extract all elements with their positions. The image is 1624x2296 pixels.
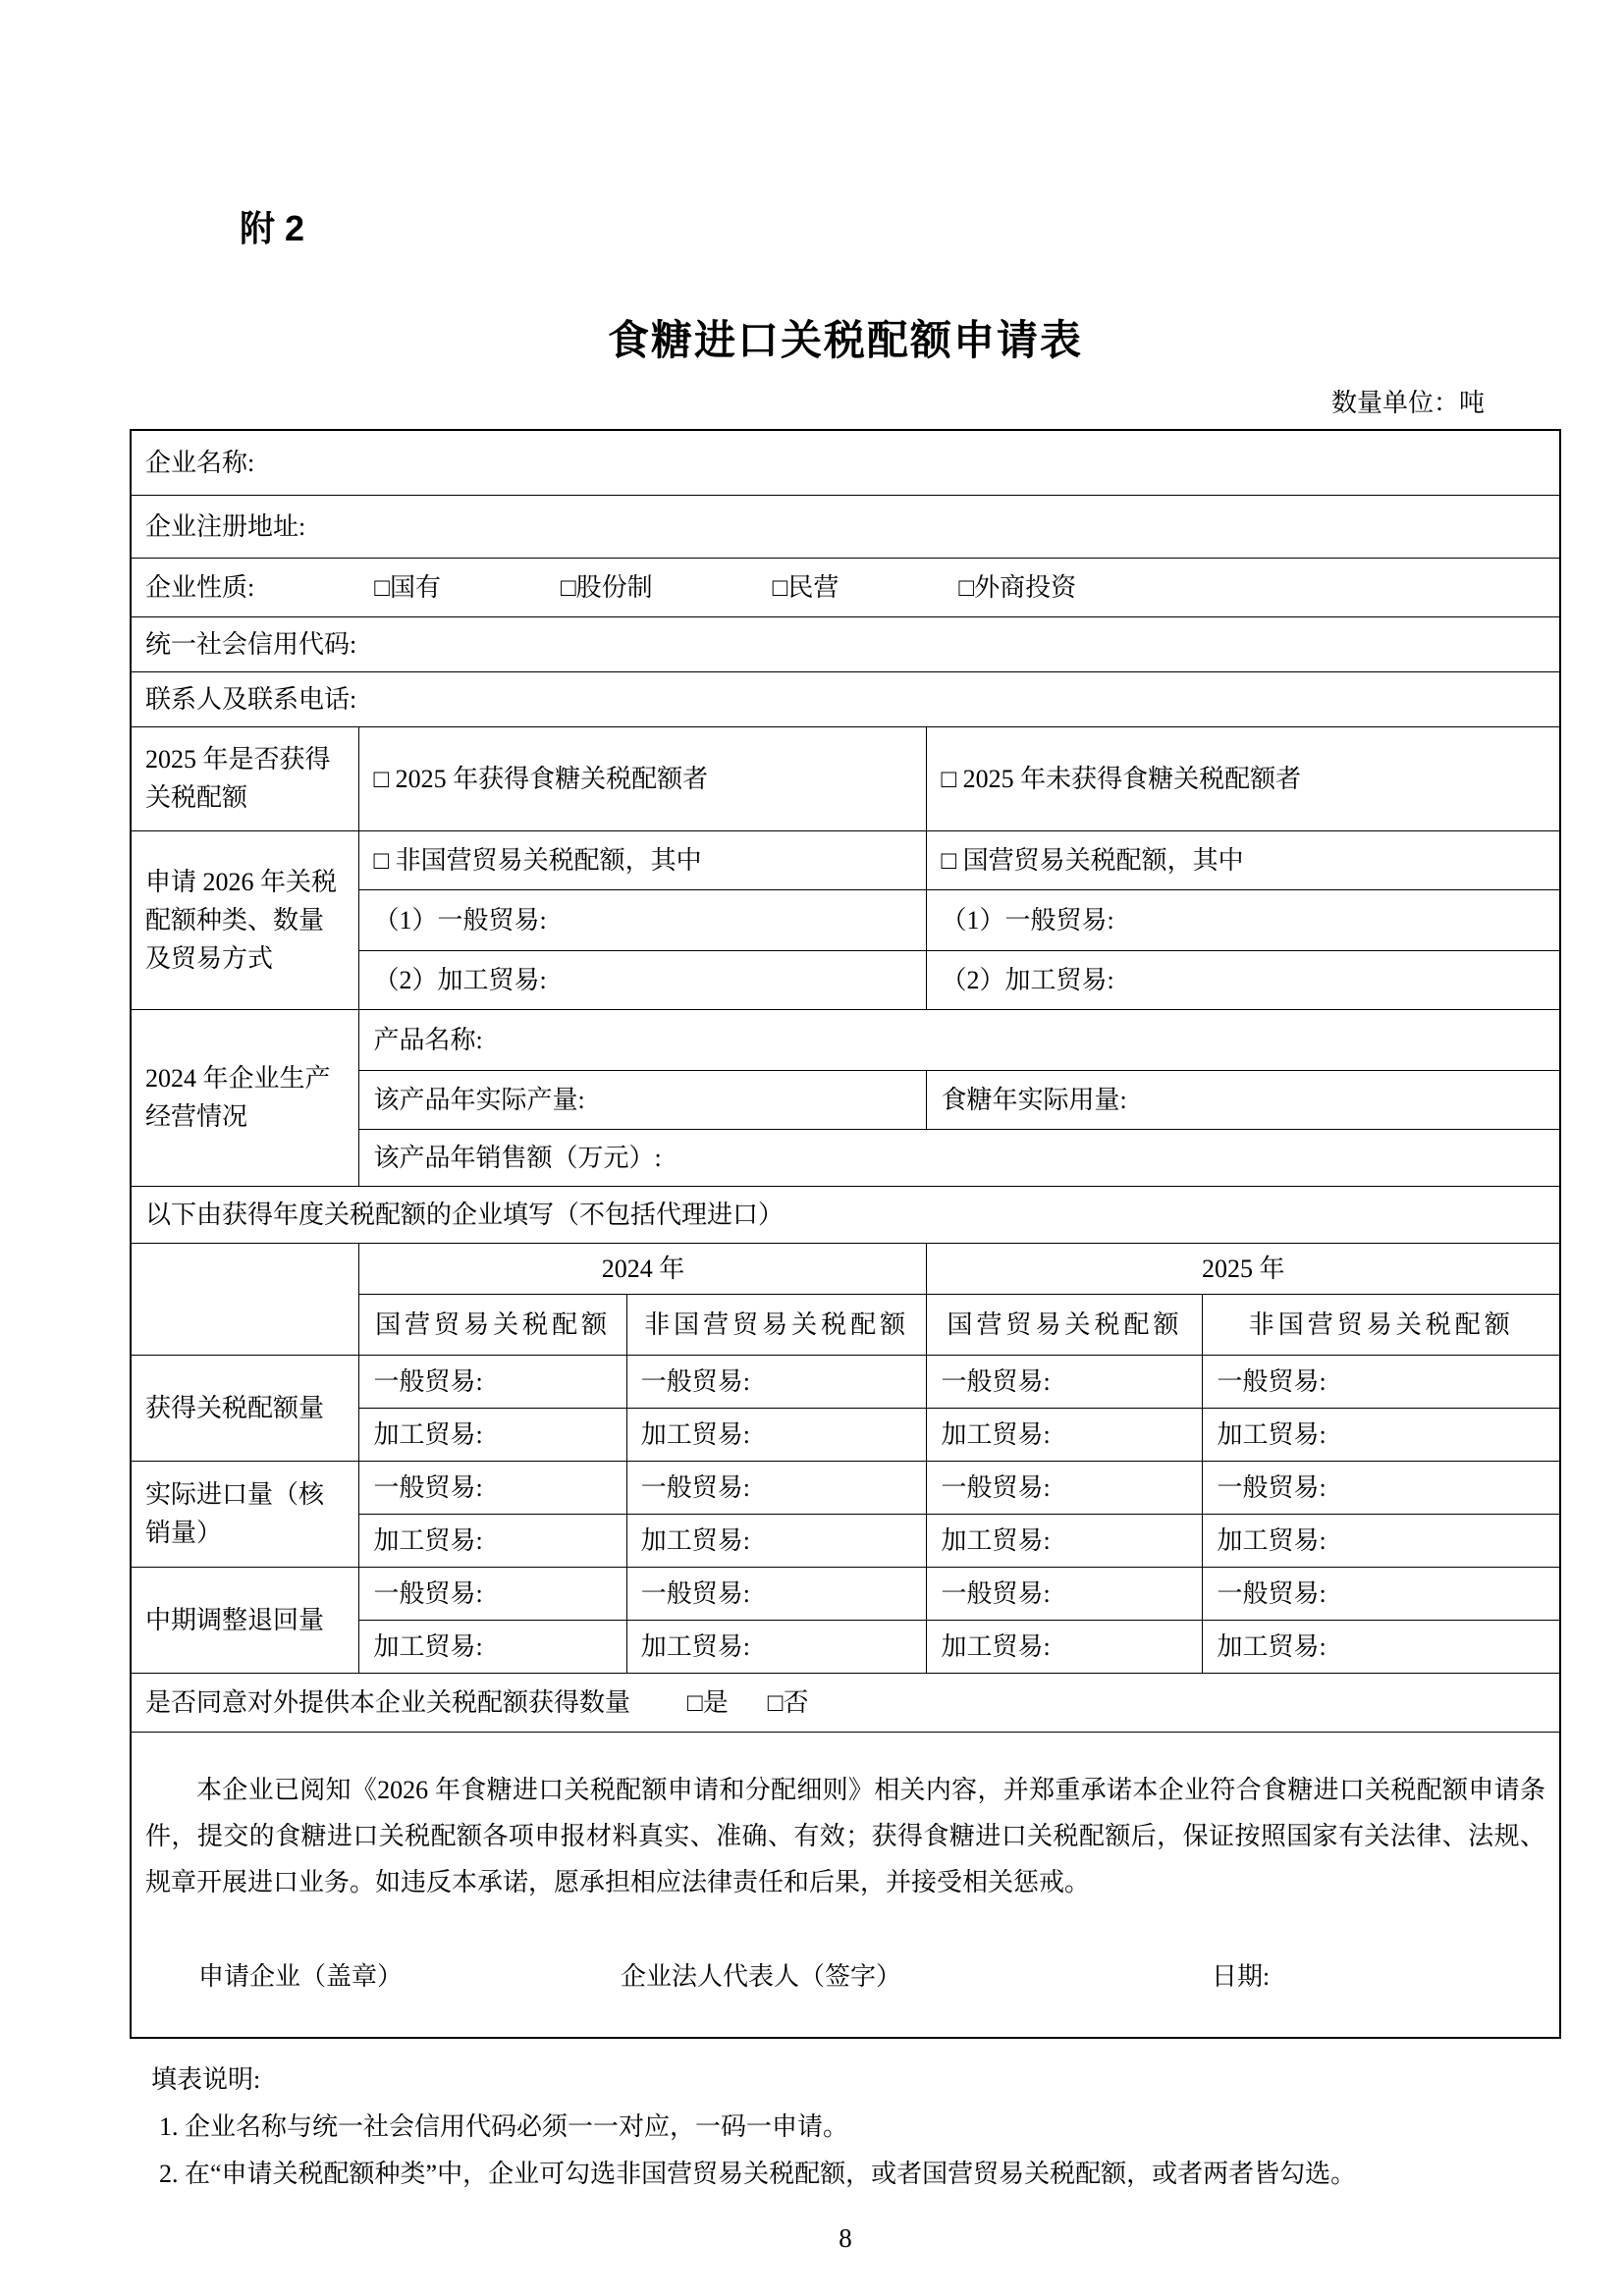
checkbox-consent-yes[interactable]: □是 xyxy=(687,1687,729,1717)
attachment-label: 附 2 xyxy=(240,208,305,248)
company-nature-label: 企业性质: xyxy=(145,572,255,602)
import-processing-state-2024[interactable]: 加工贸易: xyxy=(359,1514,626,1567)
contact-field[interactable]: 联系人及联系电话: xyxy=(131,671,1560,726)
product-name-field[interactable]: 产品名称: xyxy=(359,1009,1560,1070)
return-general-non-state-2024[interactable]: 一般贸易: xyxy=(626,1567,927,1620)
legal-representative-signature-label[interactable]: 企业法人代表人（签字） xyxy=(621,1961,902,1991)
col-header-state-2024: 国营贸易关税配额 xyxy=(359,1294,626,1355)
year-header-2025: 2025 年 xyxy=(927,1243,1560,1294)
checkbox-2025-obtained[interactable]: □ 2025 年获得食糖关税配额者 xyxy=(359,726,927,830)
obtained-processing-state-2025[interactable]: 加工贸易: xyxy=(927,1408,1203,1461)
year-header-2024: 2024 年 xyxy=(359,1243,927,1294)
obtained-processing-non-state-2025[interactable]: 加工贸易: xyxy=(1203,1408,1560,1461)
obtained-processing-state-2024[interactable]: 加工贸易: xyxy=(359,1408,626,1461)
fill-note: 以下由获得年度关税配额的企业填写（不包括代理进口） xyxy=(131,1186,1560,1243)
notes-title: 填表说明: xyxy=(151,2065,261,2094)
group-label-obtained-quota: 获得关税配额量 xyxy=(131,1355,359,1461)
return-processing-non-state-2024[interactable]: 加工贸易: xyxy=(626,1620,927,1673)
quota-2025-label: 2025 年是否获得关税配额 xyxy=(131,726,359,830)
company-nature-row xyxy=(131,558,1560,616)
group-label-midterm-return: 中期调整退回量 xyxy=(131,1567,359,1673)
checkbox-foreign-invested[interactable]: □外商投资 xyxy=(958,572,1077,602)
col-header-non-state-2024: 非国营贸易关税配额 xyxy=(626,1294,927,1355)
application-form-table xyxy=(130,429,1561,2039)
import-general-non-state-2025[interactable]: 一般贸易: xyxy=(1203,1461,1560,1514)
non-state-general-trade-field[interactable]: （1）一般贸易: xyxy=(359,889,927,950)
obtained-general-state-2024[interactable]: 一般贸易: xyxy=(359,1355,626,1408)
return-processing-state-2024[interactable]: 加工贸易: xyxy=(359,1620,626,1673)
checkbox-state-owned[interactable]: □国有 xyxy=(374,572,441,602)
page-number: 8 xyxy=(839,2223,852,2254)
col-header-state-2025: 国营贸易关税配额 xyxy=(927,1294,1203,1355)
declaration-cell xyxy=(131,1732,1560,2038)
checkbox-non-state-trade-quota[interactable]: □ 非国营贸易关税配额，其中 xyxy=(359,830,927,889)
page-content xyxy=(130,0,1561,2254)
import-processing-non-state-2025[interactable]: 加工贸易: xyxy=(1203,1514,1560,1567)
share-consent-row xyxy=(131,1673,1560,1732)
import-general-non-state-2024[interactable]: 一般贸易: xyxy=(626,1461,927,1514)
return-processing-state-2025[interactable]: 加工贸易: xyxy=(927,1620,1203,1673)
company-name-field[interactable]: 企业名称: xyxy=(131,430,1560,495)
state-general-trade-field[interactable]: （1）一般贸易: xyxy=(927,889,1560,950)
checkbox-private[interactable]: □民营 xyxy=(772,572,839,602)
applicant-stamp-label[interactable]: 申请企业（盖章） xyxy=(198,1961,404,1991)
note-item-2: 2. 在“申请关税配额种类”中，企业可勾选非国营贸易关税配额，或者国营贸易关税配额，或者两者皆勾选。 xyxy=(159,2160,1357,2189)
signature-line xyxy=(145,1957,1545,2002)
date-field[interactable]: 日期: xyxy=(1212,1961,1271,1991)
share-consent-label: 是否同意对外提供本企业关税配额获得数量 xyxy=(145,1687,631,1717)
sugar-usage-field[interactable]: 食糖年实际用量: xyxy=(927,1070,1560,1129)
checkbox-joint-stock[interactable]: □股份制 xyxy=(560,572,653,602)
declaration-text: 本企业已阅知《2026 年食糖进口关税配额申请和分配细则》相关内容，并郑重承诺本企业符合食糖进口关税配额申请条件，提交的食糖进口关税配额各项申报材料真实、准确、有效；获得食糖进口关税配额后，保证按照国家有关法律、法规、规章开展进口业务。如违反本承诺，愿承担相应法律责任和后果，并接受相关惩戒。 xyxy=(145,1775,1545,1897)
checkbox-state-trade-quota[interactable]: □ 国营贸易关税配额，其中 xyxy=(927,830,1560,889)
annual-sales-field[interactable]: 该产品年销售额（万元）: xyxy=(359,1129,1560,1186)
state-processing-trade-field[interactable]: （2）加工贸易: xyxy=(927,950,1560,1009)
checkbox-consent-no[interactable]: □否 xyxy=(767,1687,809,1717)
import-general-state-2025[interactable]: 一般贸易: xyxy=(927,1461,1203,1514)
import-processing-state-2025[interactable]: 加工贸易: xyxy=(927,1514,1203,1567)
history-empty-corner xyxy=(131,1243,359,1355)
group-label-actual-import: 实际进口量（核销量） xyxy=(131,1461,359,1567)
production-2024-label: 2024 年企业生产经营情况 xyxy=(131,1009,359,1186)
return-general-non-state-2025[interactable]: 一般贸易: xyxy=(1203,1567,1560,1620)
return-general-state-2025[interactable]: 一般贸易: xyxy=(927,1567,1203,1620)
obtained-general-non-state-2025[interactable]: 一般贸易: xyxy=(1203,1355,1560,1408)
filling-instructions xyxy=(130,2056,1561,2198)
actual-output-field[interactable]: 该产品年实际产量: xyxy=(359,1070,927,1129)
obtained-general-state-2025[interactable]: 一般贸易: xyxy=(927,1355,1203,1408)
page-title: 食糖进口关税配额申请表 xyxy=(607,319,1083,364)
non-state-processing-trade-field[interactable]: （2）加工贸易: xyxy=(359,950,927,1009)
registered-address-field[interactable]: 企业注册地址: xyxy=(131,495,1560,558)
credit-code-field[interactable]: 统一社会信用代码: xyxy=(131,616,1560,671)
obtained-general-non-state-2024[interactable]: 一般贸易: xyxy=(626,1355,927,1408)
return-general-state-2024[interactable]: 一般贸易: xyxy=(359,1567,626,1620)
apply-2026-label: 申请 2026 年关税配额种类、数量及贸易方式 xyxy=(131,830,359,1009)
import-processing-non-state-2024[interactable]: 加工贸易: xyxy=(626,1514,927,1567)
unit-note: 数量单位：吨 xyxy=(1330,389,1485,417)
import-general-state-2024[interactable]: 一般贸易: xyxy=(359,1461,626,1514)
note-item-1: 1. 企业名称与统一社会信用代码必须一一对应，一码一申请。 xyxy=(159,2112,849,2142)
col-header-non-state-2025: 非国营贸易关税配额 xyxy=(1203,1294,1560,1355)
return-processing-non-state-2025[interactable]: 加工贸易: xyxy=(1203,1620,1560,1673)
checkbox-2025-not-obtained[interactable]: □ 2025 年未获得食糖关税配额者 xyxy=(927,726,1560,830)
obtained-processing-non-state-2024[interactable]: 加工贸易: xyxy=(626,1408,927,1461)
